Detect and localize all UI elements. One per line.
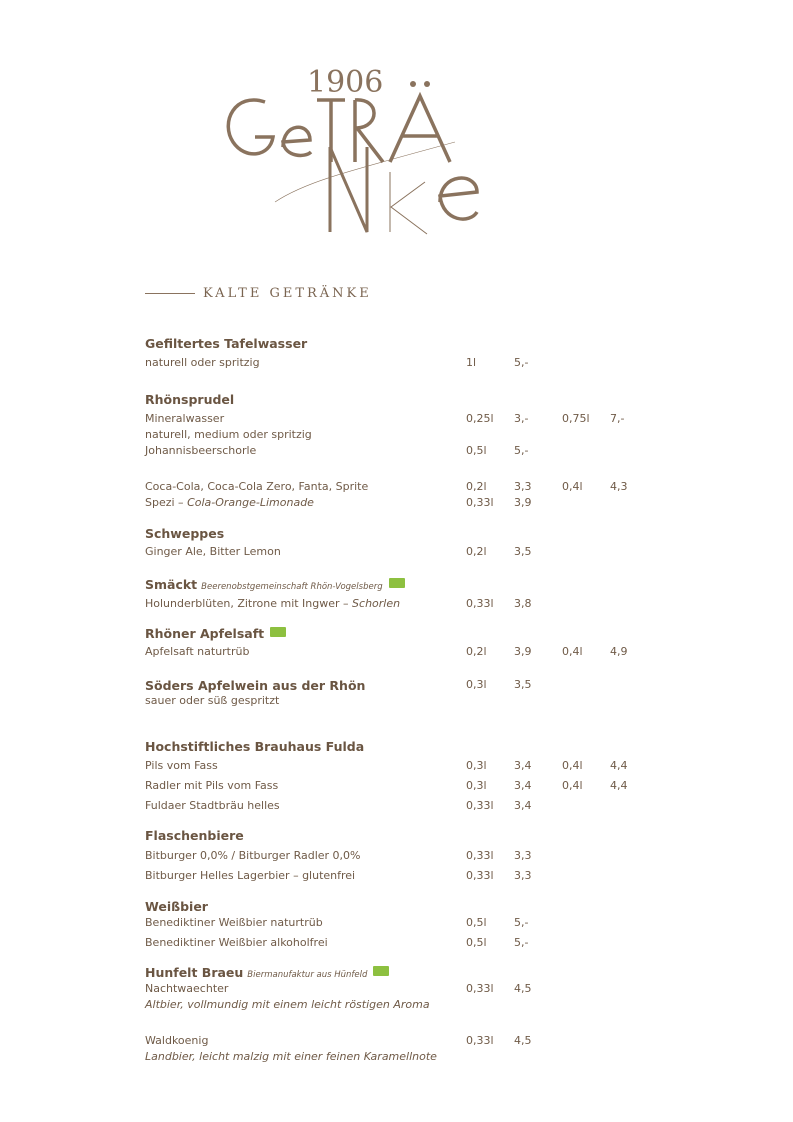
price: 4,3 xyxy=(610,480,628,493)
item-label: Söders Apfelwein aus der Rhön xyxy=(145,678,366,693)
item-description: Landbier, leicht malzig mit einer feinen Karamellnote xyxy=(145,1050,437,1063)
volume: 0,3l xyxy=(466,759,487,772)
item-text xyxy=(145,480,368,493)
item-label: Bitburger 0,0% / Bitburger Radler 0,0% xyxy=(145,849,361,862)
item-label: sauer oder süß gespritzt xyxy=(145,694,280,707)
item-description: Cola-Orange-Limonade xyxy=(187,496,314,509)
item-label: Fuldaer Stadtbräu helles xyxy=(145,799,280,812)
item-label: Benediktiner Weißbier naturtrüb xyxy=(145,916,323,929)
item-label: Radler mit Pils vom Fass xyxy=(145,779,279,792)
price: 4,9 xyxy=(610,645,628,658)
producer-note: Biermanufaktur aus Hünfeld xyxy=(247,970,368,980)
volume: 0,25l xyxy=(466,412,494,425)
item-text xyxy=(145,428,312,441)
heading-text xyxy=(145,678,365,693)
price: 3,8 xyxy=(514,597,532,610)
item-label: Flaschenbiere xyxy=(145,828,244,843)
item-text xyxy=(145,849,361,862)
price: 3,9 xyxy=(514,645,532,658)
item-text xyxy=(145,1050,437,1063)
item-text xyxy=(145,597,400,610)
volume: 0,2l xyxy=(466,545,487,558)
price: 4,5 xyxy=(514,982,532,995)
volume: 0,33l xyxy=(466,597,494,610)
volume: 0,3l xyxy=(466,779,487,792)
item-text xyxy=(145,779,278,792)
volume: 0,33l xyxy=(466,496,494,509)
item-text xyxy=(145,545,281,558)
item-label: Mineralwasser xyxy=(145,412,225,425)
item-label: Benediktiner Weißbier alkoholfrei xyxy=(145,936,328,949)
bio-label-icon xyxy=(373,966,389,976)
item-label: Waldkoenig xyxy=(145,1034,209,1047)
heading-text xyxy=(145,739,364,754)
item-label: Apfelsaft naturtrüb xyxy=(145,645,250,658)
price: 3,5 xyxy=(514,678,532,691)
item-label: naturell oder spritzig xyxy=(145,356,260,369)
item-text xyxy=(145,356,260,369)
heading-text xyxy=(145,577,405,592)
price: 3,4 xyxy=(514,799,532,812)
item-label: Hochstiftliches Brauhaus Fulda xyxy=(145,739,365,754)
item-text xyxy=(145,1034,208,1047)
item-text xyxy=(145,869,355,882)
price: 3,3 xyxy=(514,849,532,862)
item-label: Gefiltertes Tafelwasser xyxy=(145,336,308,351)
heading-text xyxy=(145,626,286,641)
price: 5,- xyxy=(514,916,529,929)
heading-text xyxy=(145,965,389,980)
getraenke-logo xyxy=(215,62,495,242)
item-label: Pils vom Fass xyxy=(145,759,218,772)
volume: 0,33l xyxy=(466,869,494,882)
producer-note: Beerenobstgemeinschaft Rhön-Vogelsberg xyxy=(201,582,383,592)
item-label: Johannisbeerschorle xyxy=(145,444,257,457)
item-label: Holunderblüten, Zitrone mit Ingwer – xyxy=(145,597,353,610)
item-text xyxy=(145,799,280,812)
section-title: KALTE GETRÄNKE xyxy=(203,286,372,301)
volume: 0,33l xyxy=(466,1034,494,1047)
item-label: Rhönsprudel xyxy=(145,392,235,407)
price: 3,3 xyxy=(514,869,532,882)
item-label: Bitburger Helles Lagerbier – glutenfrei xyxy=(145,869,356,882)
volume: 0,5l xyxy=(466,936,487,949)
heading-text xyxy=(145,828,244,843)
price: 4,4 xyxy=(610,779,628,792)
item-label: Coca-Cola, Coca-Cola Zero, Fanta, Sprite xyxy=(145,480,369,493)
price: 3,3 xyxy=(514,480,532,493)
heading-text xyxy=(145,526,224,541)
volume: 0,33l xyxy=(466,799,494,812)
item-text xyxy=(145,998,430,1011)
volume: 0,2l xyxy=(466,645,487,658)
item-label: Weißbier xyxy=(145,899,208,914)
item-text xyxy=(145,916,323,929)
item-text xyxy=(145,412,224,425)
item-label: Rhöner Apfelsaft xyxy=(145,626,265,641)
price: 4,5 xyxy=(514,1034,532,1047)
volume: 0,75l xyxy=(562,412,590,425)
item-text xyxy=(145,694,279,707)
volume: 0,3l xyxy=(466,678,487,691)
volume: 0,5l xyxy=(466,444,487,457)
item-description: Altbier, vollmundig mit einem leicht röstigen Aroma xyxy=(145,998,430,1011)
price: 3,4 xyxy=(514,759,532,772)
volume: 0,4l xyxy=(562,779,583,792)
volume: 0,4l xyxy=(562,759,583,772)
volume: 0,4l xyxy=(562,480,583,493)
price: 5,- xyxy=(514,444,529,457)
volume: 0,4l xyxy=(562,645,583,658)
price: 3,5 xyxy=(514,545,532,558)
logo-year: 1906 xyxy=(307,65,384,100)
price: 3,9 xyxy=(514,496,532,509)
volume: 1l xyxy=(466,356,477,369)
price: 3,- xyxy=(514,412,529,425)
volume: 0,5l xyxy=(466,916,487,929)
item-text xyxy=(145,936,328,949)
heading-text xyxy=(145,392,234,407)
item-text xyxy=(145,444,256,457)
item-text xyxy=(145,982,228,995)
item-text xyxy=(145,645,249,658)
item-label: naturell, medium oder spritzig xyxy=(145,428,312,441)
bio-label-icon xyxy=(270,627,286,637)
item-text xyxy=(145,759,218,772)
price: 3,4 xyxy=(514,779,532,792)
item-label: Nachtwaechter xyxy=(145,982,229,995)
section-rule xyxy=(145,293,195,294)
item-label: Spezi – xyxy=(145,496,188,509)
price: 5,- xyxy=(514,356,529,369)
price: 7,- xyxy=(610,412,625,425)
item-description: Schorlen xyxy=(352,597,401,610)
item-label: Hunfelt Braeu xyxy=(145,965,244,980)
price: 4,4 xyxy=(610,759,628,772)
heading-text xyxy=(145,899,208,914)
price: 5,- xyxy=(514,936,529,949)
volume: 0,33l xyxy=(466,849,494,862)
item-label: Ginger Ale, Bitter Lemon xyxy=(145,545,281,558)
item-text xyxy=(145,496,314,509)
volume: 0,2l xyxy=(466,480,487,493)
heading-text xyxy=(145,336,307,351)
volume: 0,33l xyxy=(466,982,494,995)
section-header xyxy=(145,286,372,301)
item-label: Schweppes xyxy=(145,526,225,541)
item-label: Smäckt xyxy=(145,577,198,592)
bio-label-icon xyxy=(389,578,405,588)
